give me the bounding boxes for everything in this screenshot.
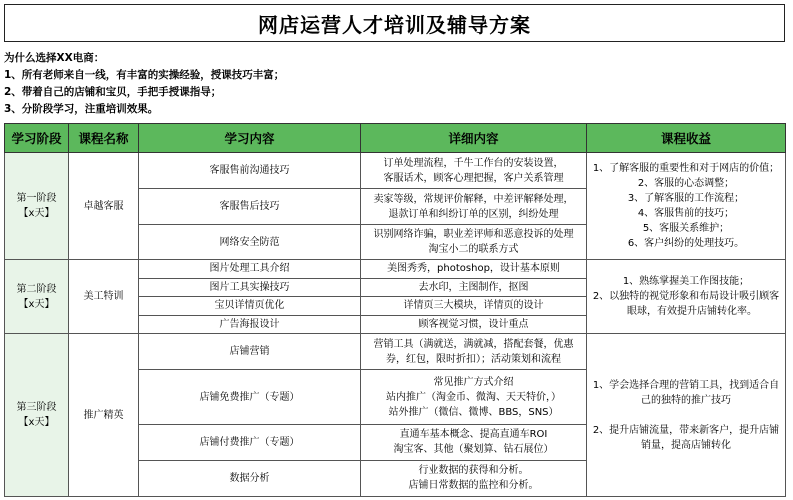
detail-cell: 行业数据的获得和分析。 店铺日常数据的监控和分析。 — [361, 460, 587, 496]
detail-cell: 卖家等级，常规评价解释，中差评解释处理， 退款订单和纠纷订单的区别，纠纷处理 — [361, 189, 587, 225]
course-cell: 美工特训 — [69, 260, 139, 334]
table-row — [5, 153, 786, 189]
intro-section — [4, 50, 785, 118]
content-cell: 店铺付费推广（专题） — [139, 424, 361, 460]
content-cell: 店铺营销 — [139, 334, 361, 370]
detail-cell: 订单处理流程，千牛工作台的安装设置， 客服话术，顾客心理把握，客户关系管理 — [361, 153, 587, 189]
benefit-cell: 1、熟练掌握美工作图技能； 2、以独特的视觉形象和布局设计吸引顾客 眼球，有效提升店铺转化率。 — [587, 260, 786, 334]
training-plan-table — [4, 123, 786, 497]
stage-cell: 第三阶段 【x天】 — [5, 334, 69, 497]
course-cell: 推广精英 — [69, 334, 139, 497]
content-cell: 图片工具实操技巧 — [139, 278, 361, 297]
content-cell: 图片处理工具介绍 — [139, 260, 361, 279]
stage-cell: 第一阶段 【x天】 — [5, 153, 69, 260]
content-cell: 广告海报设计 — [139, 315, 361, 334]
detail-cell: 顾客视觉习惯，设计重点 — [361, 315, 587, 334]
detail-cell: 直通车基本概念、提高直通车ROI 淘宝客、其他（聚划算、钻石展位） — [361, 424, 587, 460]
course-cell: 卓越客服 — [69, 153, 139, 260]
detail-cell: 营销工具（满就送，满就减，搭配套餐，优惠 券，红包，限时折扣）；活动策划和流程 — [361, 334, 587, 370]
content-cell: 数据分析 — [139, 460, 361, 496]
intro-line: 3、分阶段学习，注重培训效果。 — [4, 103, 159, 115]
content-cell: 店铺免费推广（专题） — [139, 370, 361, 425]
header-stage: 学习阶段 — [5, 124, 69, 153]
detail-cell: 去水印，主图制作，抠图 — [361, 278, 587, 297]
intro-line: 为什么选择XX电商： — [4, 52, 105, 64]
intro-line: 1、所有老师来自一线，有丰富的实操经验，授课技巧丰富； — [4, 69, 285, 81]
benefit-cell: 1、了解客服的重要性和对于网店的价值； 2、客服的心态调整； 3、了解客服的工作流程； 4、客服售前的技巧； 5、客服关系维护； 6、客户纠纷的处理技巧。 — [587, 153, 786, 260]
detail-cell: 美图秀秀，photoshop，设计基本原则 — [361, 260, 587, 279]
table-row — [5, 260, 786, 279]
detail-cell: 常见推广方式介绍 站内推广（淘金币、微淘、天天特价，） 站外推广（微信、微博、BBS，SNS） — [361, 370, 587, 425]
stage-cell: 第二阶段 【x天】 — [5, 260, 69, 334]
content-cell: 客服售前沟通技巧 — [139, 153, 361, 189]
intro-line: 2、带着自己的店铺和宝贝，手把手授课指导； — [4, 86, 222, 98]
content-cell: 客服售后技巧 — [139, 189, 361, 225]
header-benefit: 课程收益 — [587, 124, 786, 153]
table-row — [5, 334, 786, 370]
content-cell: 宝贝详情页优化 — [139, 297, 361, 316]
header-course: 课程名称 — [69, 124, 139, 153]
header-content: 学习内容 — [139, 124, 361, 153]
detail-cell: 识别网络诈骗，职业差评师和恶意投诉的处理 淘宝小二的联系方式 — [361, 225, 587, 260]
header-detail: 详细内容 — [361, 124, 587, 153]
benefit-cell: 1、学会选择合理的营销工具，找到适合自 己的独特的推广技巧 2、提升店铺流量，带来新客户，提升店铺 销量，提高店铺转化 — [587, 334, 786, 497]
content-cell: 网络安全防范 — [139, 225, 361, 260]
table-header-row — [5, 124, 786, 153]
page-title: 网店运营人才培训及辅导方案 — [4, 4, 785, 42]
detail-cell: 详情页三大模块，详情页的设计 — [361, 297, 587, 316]
